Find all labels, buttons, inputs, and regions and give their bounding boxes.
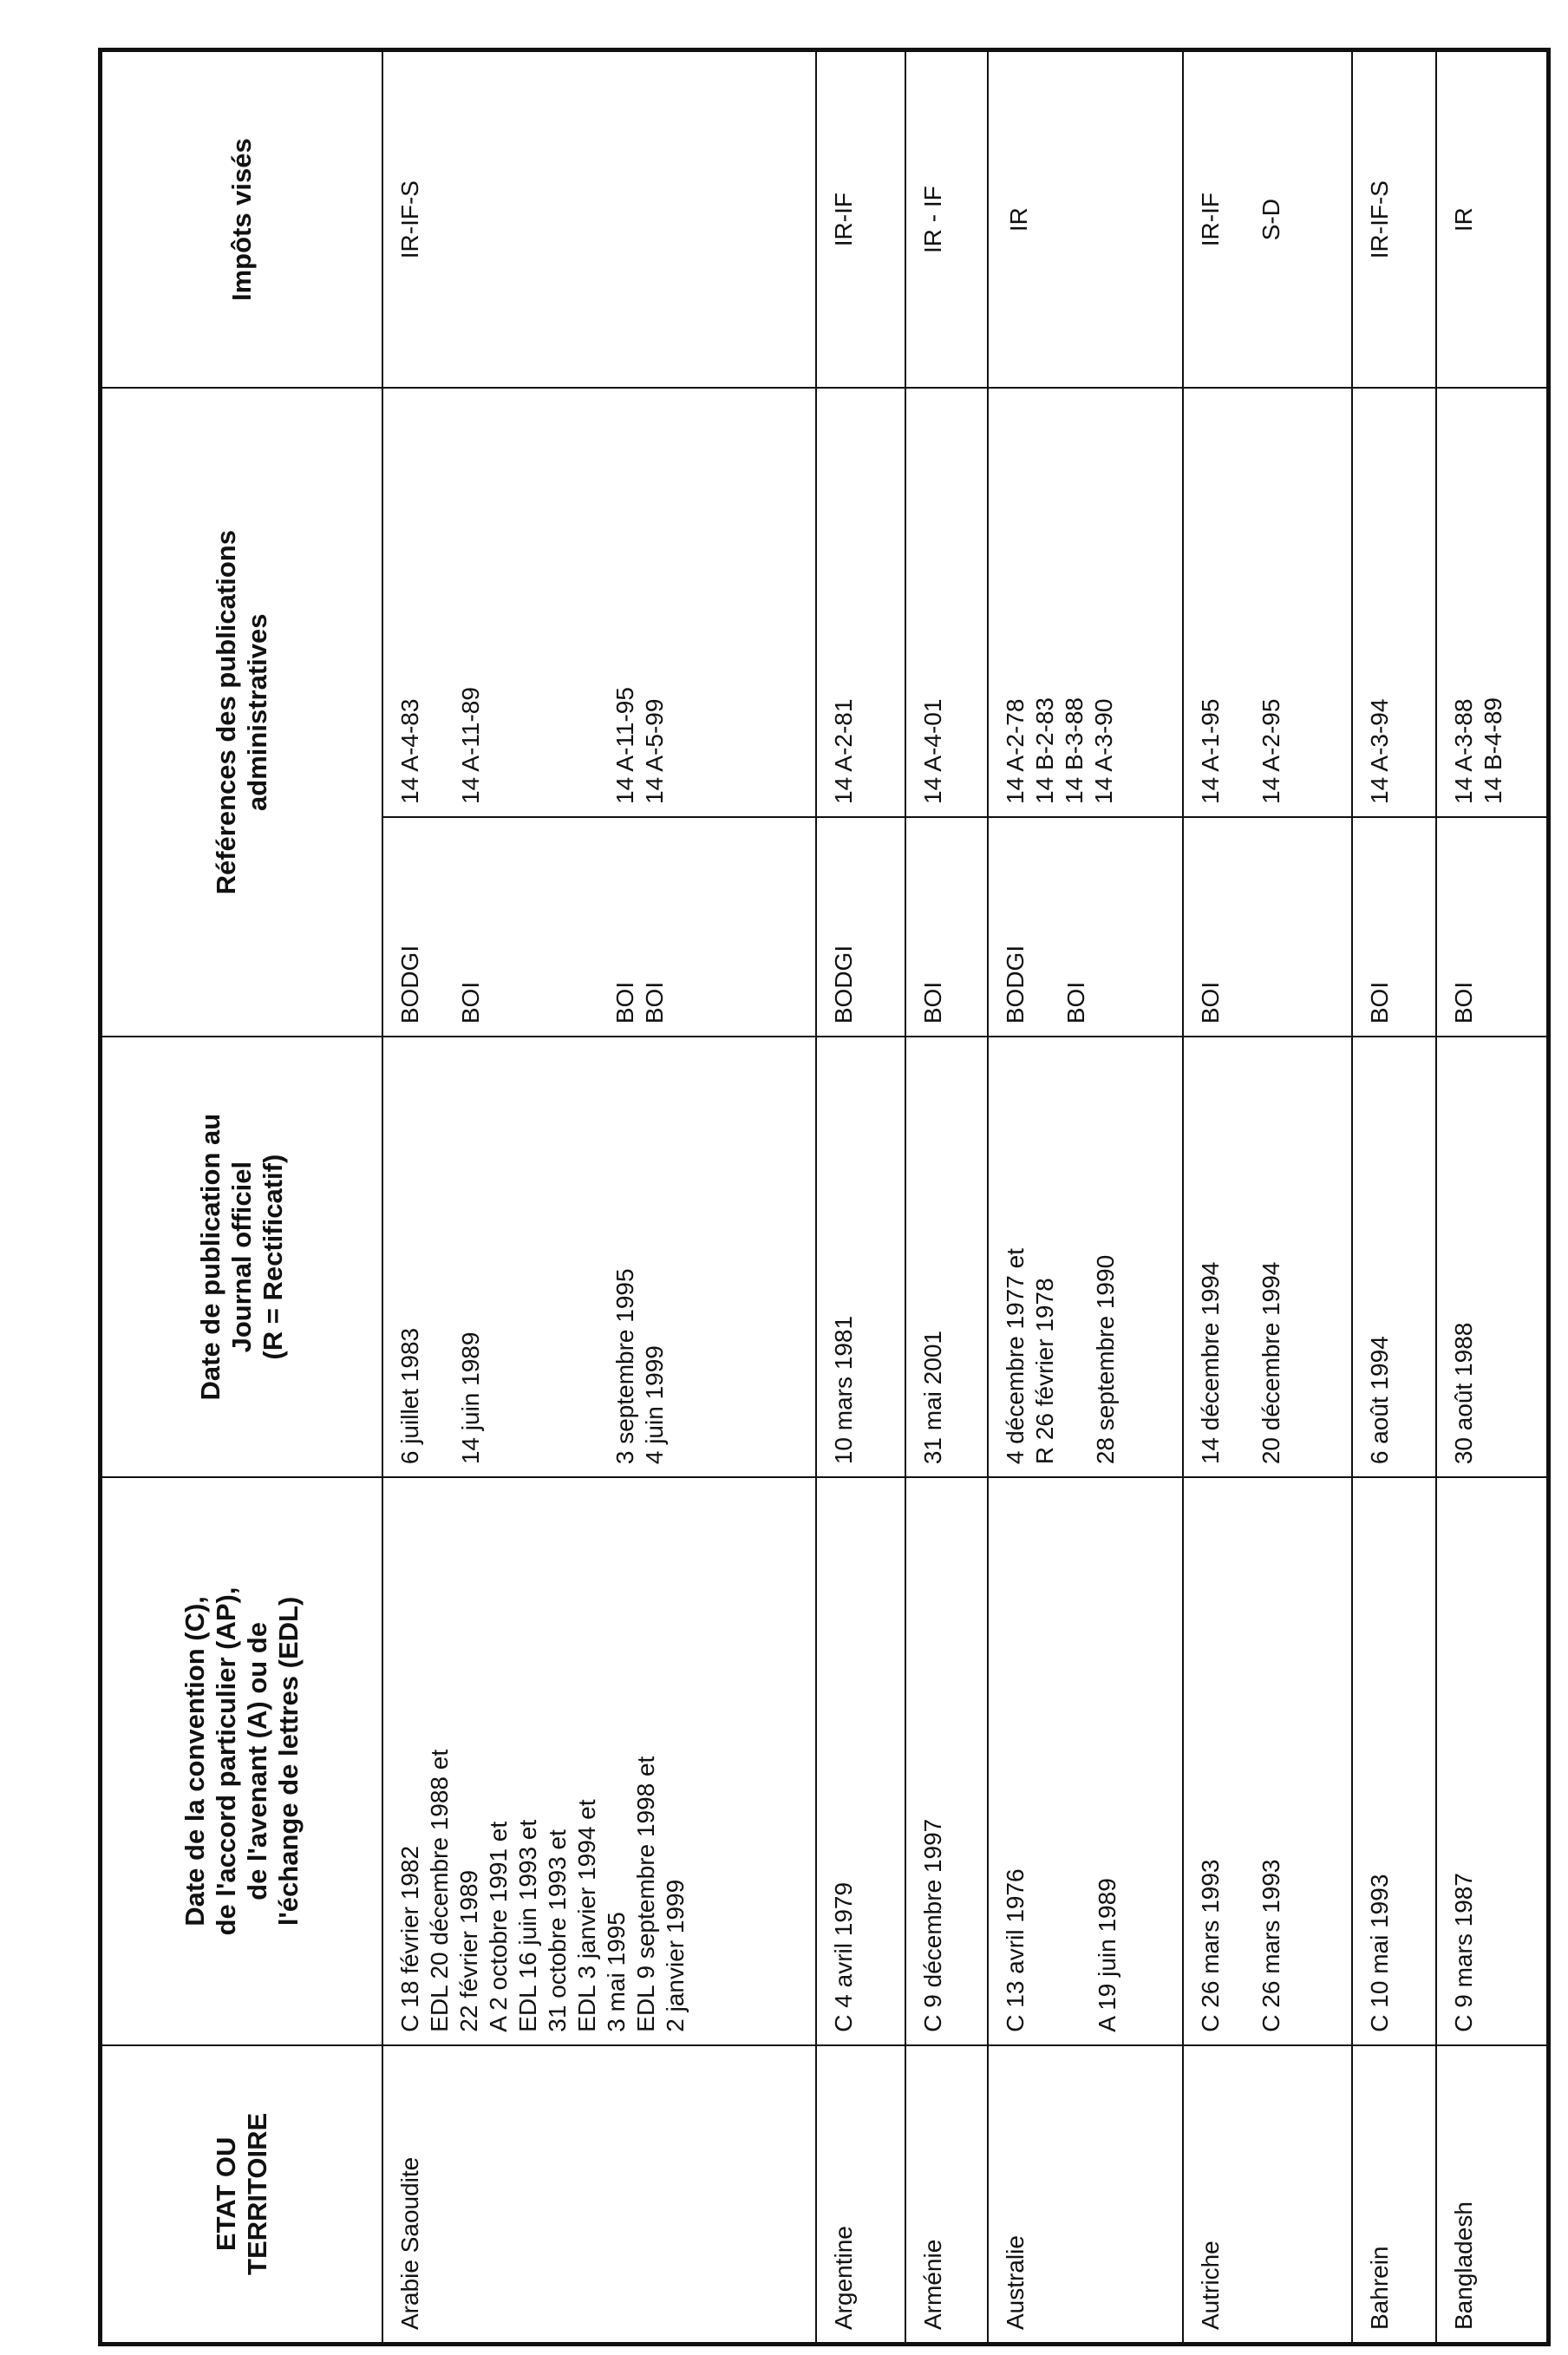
publication-cell: BOI — [1183, 817, 1352, 1037]
reference-cell: 14 A-2-81 — [816, 388, 905, 817]
header-dates: Date de la convention (C), de l'accord particulier (AP), de l'avenant (A) ou de l'échange de lettres (EDL) — [101, 1477, 382, 2045]
table-row — [816, 50, 905, 2345]
table-row — [1436, 50, 1549, 2345]
reference-cell: 14 A-4-01 — [905, 388, 988, 817]
dates-cell: C 10 mai 1993 — [1352, 1477, 1436, 2045]
publication-cell: BODGI BOI BOI BOI — [382, 817, 816, 1037]
reference-cell: 14 A-3-88 14 B-4-89 — [1436, 388, 1549, 817]
rotated-page — [98, 48, 1506, 2346]
taxes-cell: IR — [988, 50, 1183, 389]
state-cell: Bahrein — [1352, 2045, 1436, 2345]
jo-cell: 4 décembre 1977 et R 26 février 1978 28 septembre 1990 — [988, 1037, 1183, 1477]
dates-cell: C 9 mars 1987 — [1436, 1477, 1549, 2045]
state-cell: Autriche — [1183, 2045, 1352, 2345]
publication-cell: BODGI BOI — [988, 817, 1183, 1037]
taxes-cell: IR-IF — [816, 50, 905, 389]
table-row — [1183, 50, 1352, 2345]
state-cell: Arménie — [905, 2045, 988, 2345]
publication-cell: BOI — [1352, 817, 1436, 1037]
publication-cell: BOI — [905, 817, 988, 1037]
table-row — [1352, 50, 1436, 2345]
jo-cell: 30 août 1988 — [1436, 1037, 1549, 1477]
dates-cell: C 9 décembre 1997 — [905, 1477, 988, 2045]
jo-cell: 31 mai 2001 — [905, 1037, 988, 1477]
taxes-cell: IR-IF-S — [382, 50, 816, 389]
taxes-cell: IR - IF — [905, 50, 988, 389]
header-taxes: Impôts visés — [101, 50, 382, 389]
dates-cell: C 4 avril 1979 — [816, 1477, 905, 2045]
taxes-cell: IR-IF S-D — [1183, 50, 1352, 389]
jo-cell: 14 décembre 1994 20 décembre 1994 — [1183, 1037, 1352, 1477]
dates-cell: C 18 février 1982 EDL 20 décembre 1988 et 22 février 1989 A 2 octobre 1991 et EDL 16 juin 1993 et 31 octobre 1993 et EDL 3 janvier 1994 et 3 mai 1995 EDL 9 septembre 1998 et 2 janvier 1999 — [382, 1477, 816, 2045]
state-cell: Argentine — [816, 2045, 905, 2345]
reference-cell: 14 A-2-78 14 B-2-83 14 B-3-88 14 A-3-90 — [988, 388, 1183, 817]
tax-treaty-table — [98, 48, 1551, 2346]
table-row — [988, 50, 1183, 2345]
reference-cell: 14 A-1-95 14 A-2-95 — [1183, 388, 1352, 817]
publication-cell: BOI — [1436, 817, 1549, 1037]
state-cell: Bangladesh — [1436, 2045, 1549, 2345]
reference-cell: 14 A-4-83 14 A-11-89 14 A-11-95 14 A-5-99 — [382, 388, 816, 817]
state-cell: Arabie Saoudite — [382, 2045, 816, 2345]
dates-cell: C 13 avril 1976 A 19 juin 1989 — [988, 1477, 1183, 2045]
header-state: ETAT OU TERRITOIRE — [101, 2045, 382, 2345]
reference-cell: 14 A-3-94 — [1352, 388, 1436, 817]
table-row — [905, 50, 988, 2345]
state-cell: Australie — [988, 2045, 1183, 2345]
jo-cell: 6 juillet 1983 14 juin 1989 3 septembre 1995 4 juin 1999 — [382, 1037, 816, 1477]
taxes-cell: IR-IF-S — [1352, 50, 1436, 389]
table-row — [382, 50, 816, 2345]
header-references: Références des publications administratives — [101, 388, 382, 1037]
taxes-cell: IR — [1436, 50, 1549, 389]
publication-cell: BODGI — [816, 817, 905, 1037]
jo-cell: 6 août 1994 — [1352, 1037, 1436, 1477]
header-jo: Date de publication au Journal officiel (R = Rectificatif) — [101, 1037, 382, 1477]
dates-cell: C 26 mars 1993 C 26 mars 1993 — [1183, 1477, 1352, 2045]
jo-cell: 10 mars 1981 — [816, 1037, 905, 1477]
header-row — [101, 50, 382, 2345]
